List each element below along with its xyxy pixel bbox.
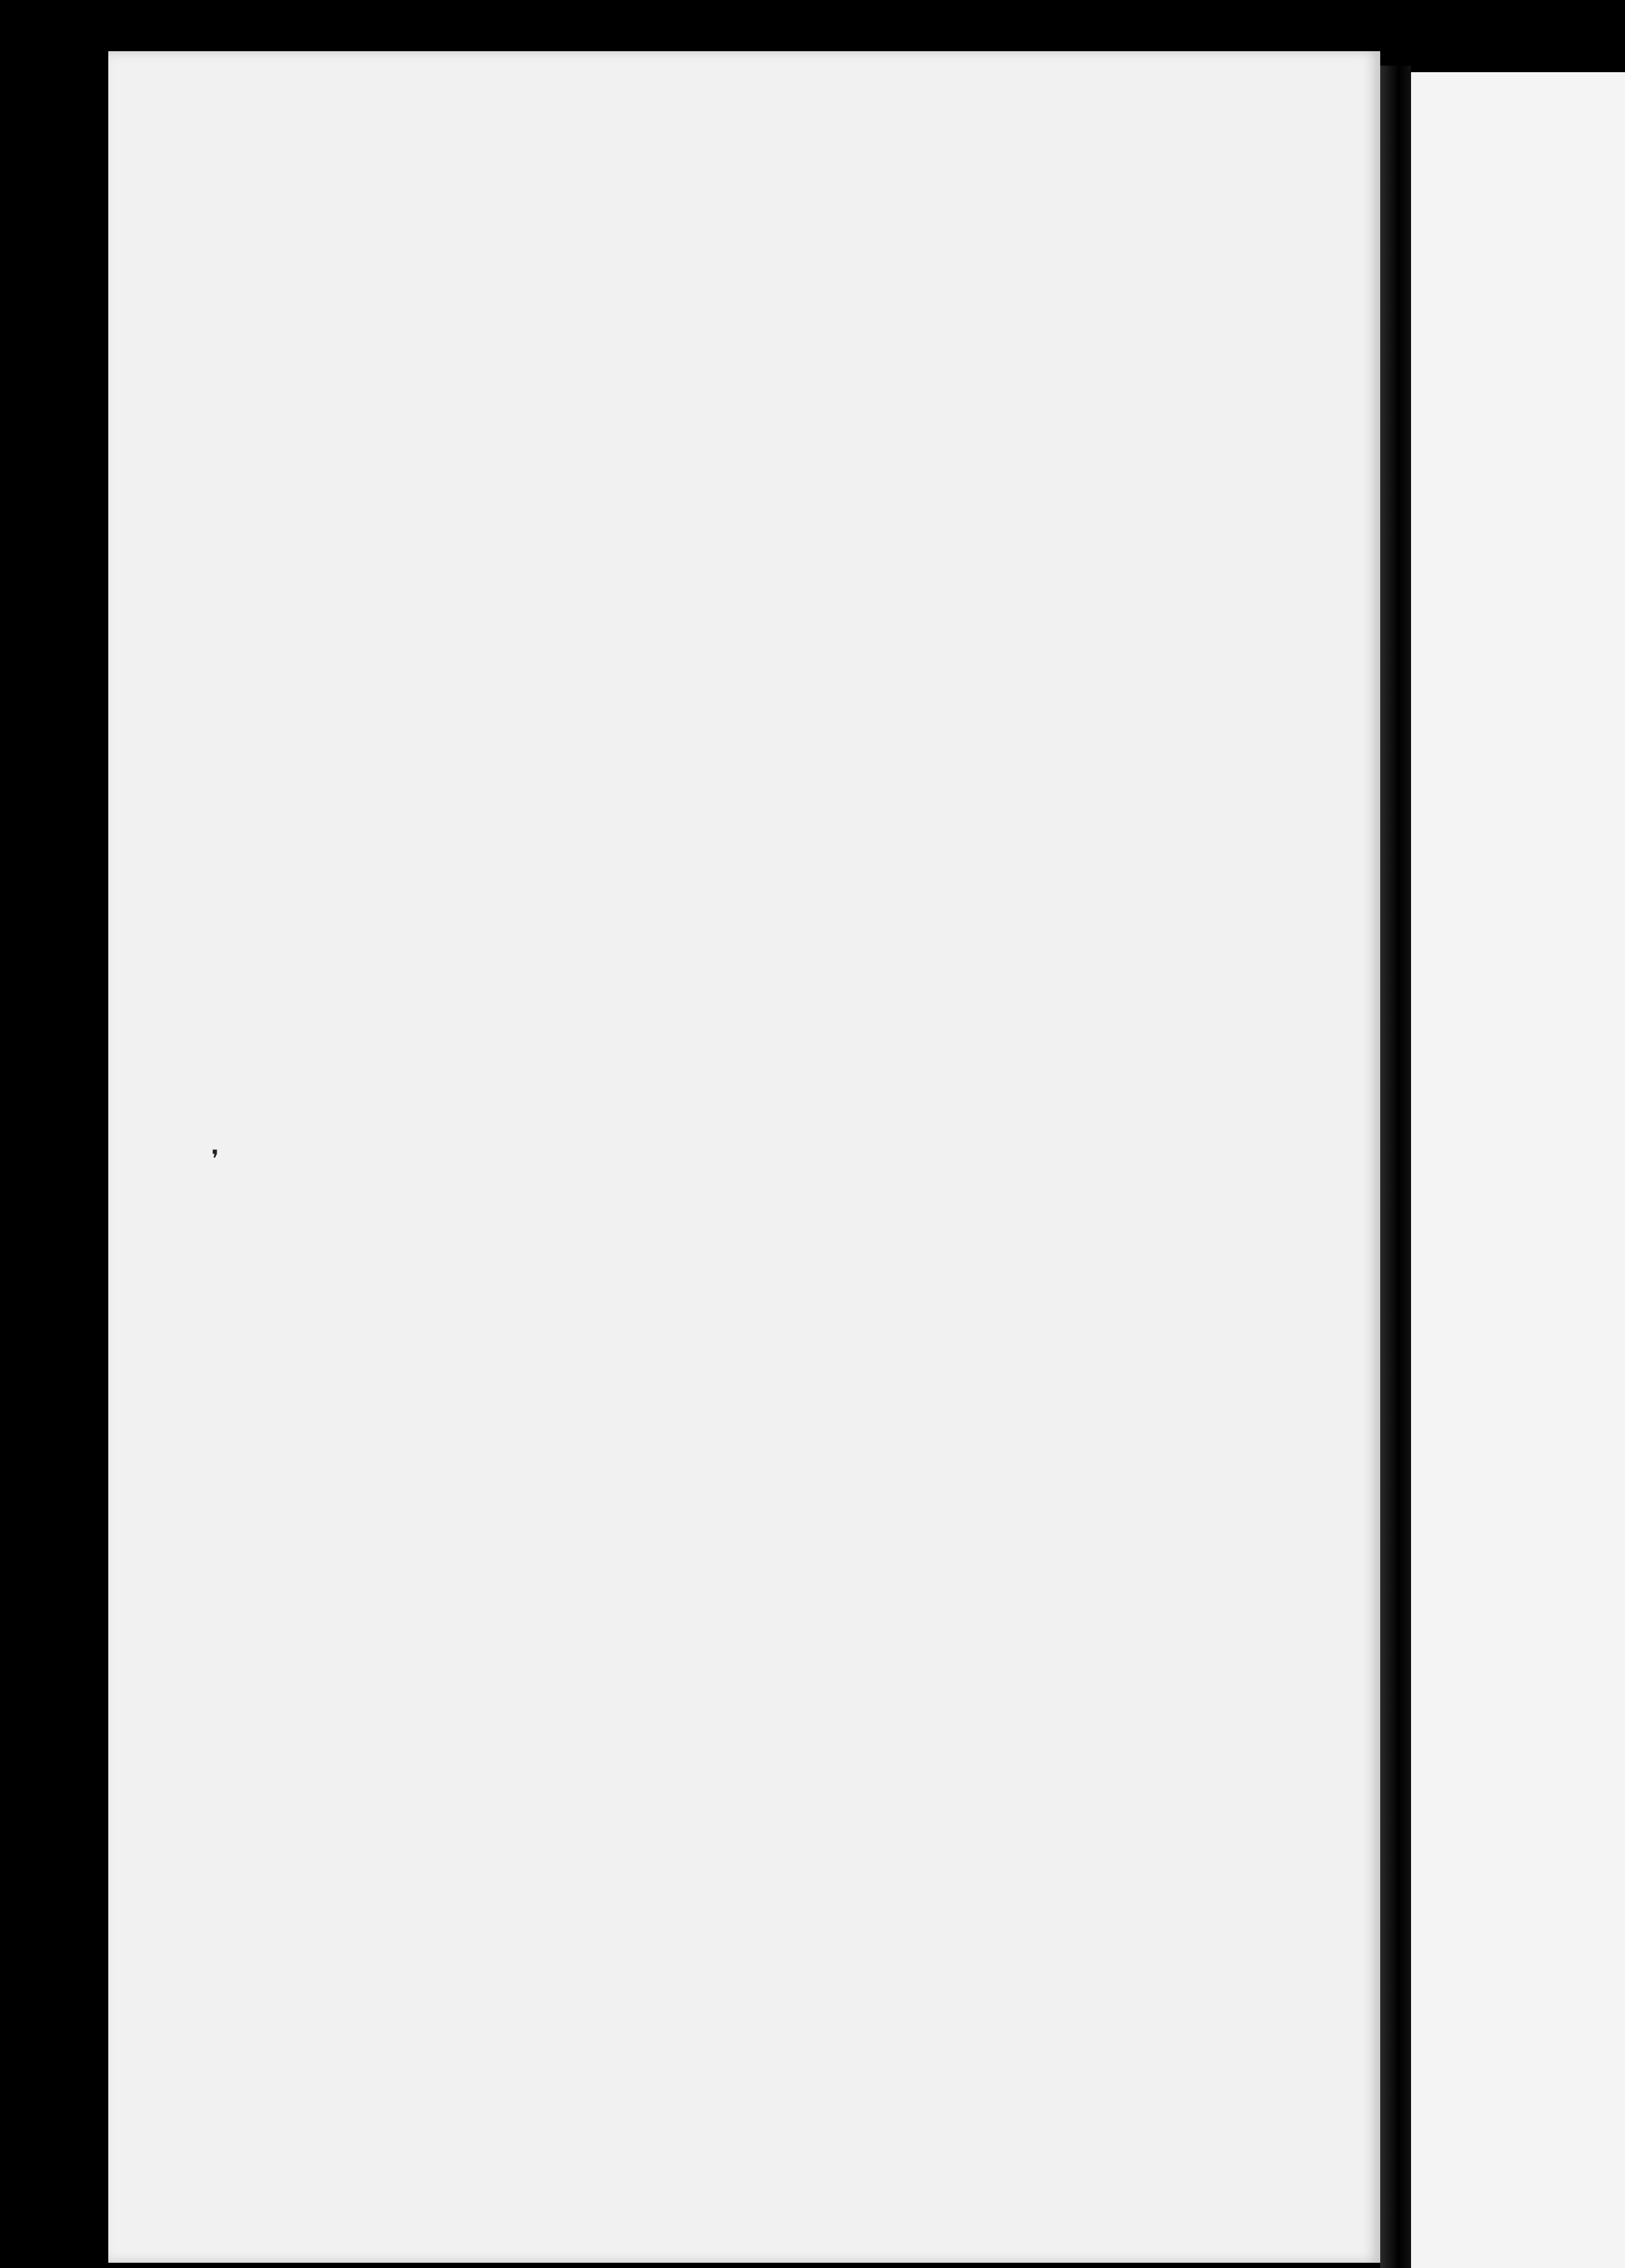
left-page — [108, 51, 1380, 2263]
book-gutter — [1380, 66, 1411, 2268]
margin-mark: ❜ — [211, 1146, 219, 1172]
right-page — [1411, 72, 1625, 2268]
